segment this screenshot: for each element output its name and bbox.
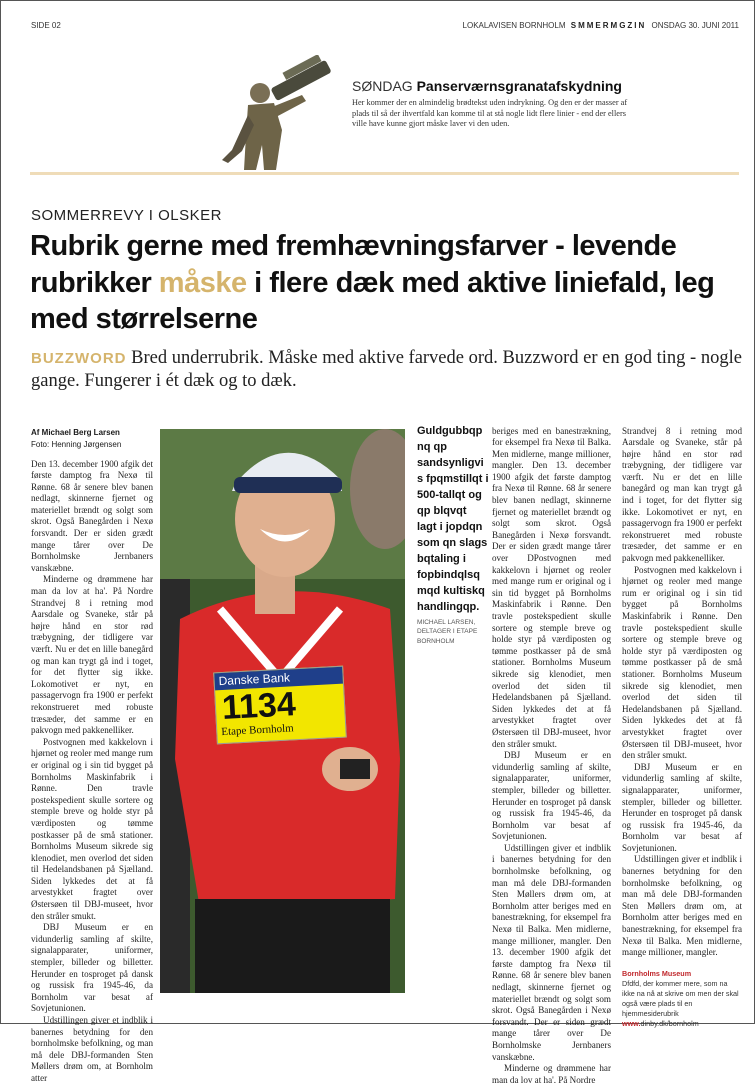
headline-text: Rubrik gerne med fremhævningsfarver - levende rubrikker (30, 230, 676, 299)
photo-credit: Foto: Henning Jørgensen (31, 440, 121, 449)
subheadline (30, 347, 742, 393)
info-text: Dfdfd, der kommer mere, som na ikke na nå at skrive om men der skal også være plads til en hjemmesiderubrik (622, 979, 739, 1018)
paragraph: Postvognen med kakkelovn i hjørnet og reoler med mange rum er original og i sin tid bygget på Bornholms Maskinfabrik i Rønne. Den travle postekspedient skulle sortere og stemple breve og holde styr på værdiposten og tømme postkasser på de små stationer. Bornholms Museum sikrede sig klenodiet, men overlod det siden til Hedelandsbanen på Sjælland. Siden lykkedes det at få arvestykket fragtet over Østersøen til DBJ-museet, hvor den stråler smukt. (31, 737, 153, 923)
magazine-name: SMMERMGZIN (571, 21, 647, 30)
info-title: Bornholms Museum (622, 969, 691, 978)
byline (31, 427, 153, 451)
paragraph: Minderne og drømmene har man da lov at ha'. På Nordre (492, 1063, 611, 1086)
headline-highlight: måske (159, 267, 247, 299)
paragraph: Den 13. december 1900 afgik det første damptog fra Nexø til Rønne. 68 år senere blev banen nedlagt, skinnerne fjernet og materiellet brændt og solgt som skrot. Også Banegården i Nexø forsvandt. Der er siden grædt mange tårer over De Bornholmske Jernbaners vanskæbne. (31, 459, 153, 575)
paragraph: Strandvej 8 i retning mod Aarsdale og Svaneke, står på højre hånd en stor rød træbygning, der tidligere var værft. Nu er det en lille banegård og man kan trygt gå ind i toget, for det flytter sig ikke. Lokomotivet er nyt, en passagervogn fra 1900 er perfekt rekonstrueret med robuste træsæder, det samme er en pakvogn med pakkenelliker. (622, 426, 742, 565)
body-column-4 (622, 426, 742, 1029)
paragraph: DBJ Museum er en vidunderlig samling af skilte, signalapparater, uniformer, stempler, billeder og billetter. Herunder en tosproget på dansk og russisk fra 1945-46, da Bornholm var besat af Sovjetunionen. (622, 762, 742, 855)
runner-photo (160, 429, 405, 993)
quote-source: MICHAEL LARSEN, DELTAGER I ETAPE BORNHOLM (417, 618, 489, 647)
paragraph: Minderne og drømmene har man da lov at ha'. På Nordre Strandvej 8 i retning mod Aarsdale og Svaneke, står på højre hånd en stor rød træbygning, der tidligere var værft. Nu er det en lille banegård og man kan trygt gå ind i toget, for det flytter sig ikke. Lokomotivet er nyt, en passagervogn fra 1900 er perfekt rekonstrueret med robuste træsæder, det samme er en pakvogn med pakkenelliker. (31, 574, 153, 736)
soldier-image (212, 55, 342, 173)
issue-date: ONSDAG 30. JUNI 2011 (652, 21, 739, 30)
paragraph: Udstillingen giver et indblik i banernes betydning for den bornholmske befolkning, og man må dele DBJ-formanden Sten Møllers drøm om, at Bornholm atter beriges med en banestrækning, for eksempel fra Nexø til Balka. Men midlerne, mange millioner, mangler. (622, 854, 742, 958)
paper-name: LOKALAVISEN BORNHOLM (463, 21, 566, 30)
paragraph: Udstillingen giver et indblik i banernes betydning for den bornholmske befolkning, og man må dele DBJ-formanden Sten Møllers drøm om, at Bornholm atter beriges med en banestrækning, for eksempel fra Nexø til Balka. Men midlerne, mange millioner, mangler. Den 13. december 1900 afgik det første damptog fra Nexø til Rønne. 68 år senere blev banen nedlagt, skinnerne fjernet og materiellet brændt og solgt som skrot. Også Banegården i Nexø forsvandt. Der er siden grædt mange tårer over De Bornholmske Jernbaners vanskæbne. (492, 843, 611, 1063)
info-url-prefix[interactable]: www. (622, 1019, 641, 1028)
paragraph: Udstillingen giver et indblik i banernes betydning for den bornholmske befolkning, og man må dele DBJ-formanden Sten Møllers drøm om, at Bornholm atter (31, 1015, 153, 1085)
quote-text: Guldgubbqpnq qp sandsynligvis fpqmstillqt i 500-tallqt og qp blqvqt lagt i jopdqn som qn slags bqtaling i fopbindqlsq mqd kultiskq handlingqp. (417, 423, 489, 615)
article (30, 207, 742, 1023)
headline (30, 228, 742, 338)
paragraph: beriges med en banestrækning, for eksempel fra Nexø til Balka. Men midlerne, mange millioner, mangler. Den 13. december 1900 afgik det første damptog fra Nexø til Rønne. 68 år senere blev banen nedlagt, skinnerne fjernet og materiellet brændt og solgt som skrot. Også Banegården i Nexø forsvandt. Der er siden grædt mange tårer over DPostvognen med kakkelovn i hjørnet og reoler med mange rum er original og i sin tid bygget på Bornholms Maskinfabrik i Rønne. Den travle postekspedient skulle sortere og stemple breve og holde styr på værdiposten og tømme postkasser på de små stationer. Bornholms Museum sikrede sig klenodiet, men overlod det siden til Hedelandsbanen på Sjælland. Siden lykkedes det at få arvestykket fragtet over Østersøen til DBJ-museet, hvor den stråler smukt. (492, 426, 611, 751)
teaser-title: Panserværnsgranatafskydning (417, 78, 622, 94)
paragraph: DBJ Museum er en vidunderlig samling af skilte, signalapparater, uniformer, stempler, billeder og billetter. Herunder en tosproget på dansk og russisk fra 1945-46, da Bornholm var besat af Sovjetunionen. (31, 922, 153, 1015)
article-kicker: SOMMERREVY I OLSKER (30, 207, 742, 225)
page-number: SIDE 02 (31, 21, 61, 30)
paragraph: Postvognen med kakkelovn i hjørnet og reoler med mange rum er original og i sin tid bygget på Bornholms Maskinfabrik i Rønne. Den travle postekspedient skulle sortere og stemple breve og holde styr på værdiposten og tømme postkasser på de små stationer. Bornholms Museum sikrede sig klenodiet, men overlod det siden til Hedelandsbanen på Sjælland. Siden lykkedes det at få arvestykket fragtet over Østersøen til DBJ-museet, hvor den stråler smukt. (622, 565, 742, 762)
bib-event: Etape Bornholm (217, 719, 346, 739)
buzzword: BUZZWORD (31, 350, 126, 367)
teaser-text: Her kommer der en almindelig brødtekst uden indrykning. Og den er der masser af plads til så der ihvertfald kan komme til at stå nogle lidt flere linier - end der ellers ville have kunne gjort måske laver vi den uden. (352, 98, 642, 130)
body-column-1 (31, 459, 153, 1085)
bib-number: 1134 (215, 683, 345, 726)
bib-sponsor: Danske Bank (214, 666, 343, 690)
info-box (622, 969, 742, 1029)
headline-text: i flere dæk med aktive liniefald, leg med størrelserne (30, 267, 714, 336)
article-body (30, 423, 742, 1023)
pull-quote (417, 423, 489, 647)
body-column-3 (492, 426, 611, 1086)
teaser-day: SØNDAG (352, 78, 413, 94)
paragraph: DBJ Museum er en vidunderlig samling af skilte, signalapparater, uniformer, stempler, billeder og billetter. Herunder en tosproget på dansk og russisk fra 1945-46, da Bornholm var besat af Sovjetunionen. (492, 750, 611, 843)
running-header (463, 21, 739, 30)
subheadline-text: Bred underrubrik. Måske med aktive farvede ord. Buzzword er en god ting - nogle gange. Fungerer i ét dæk og to dæk. (31, 348, 742, 391)
info-url[interactable]: dinby.dk/bornholm (641, 1019, 699, 1028)
divider-rule (30, 172, 739, 175)
race-bib (213, 665, 347, 744)
author: Af Michael Berg Larsen (31, 427, 153, 439)
teaser[interactable] (352, 78, 642, 130)
